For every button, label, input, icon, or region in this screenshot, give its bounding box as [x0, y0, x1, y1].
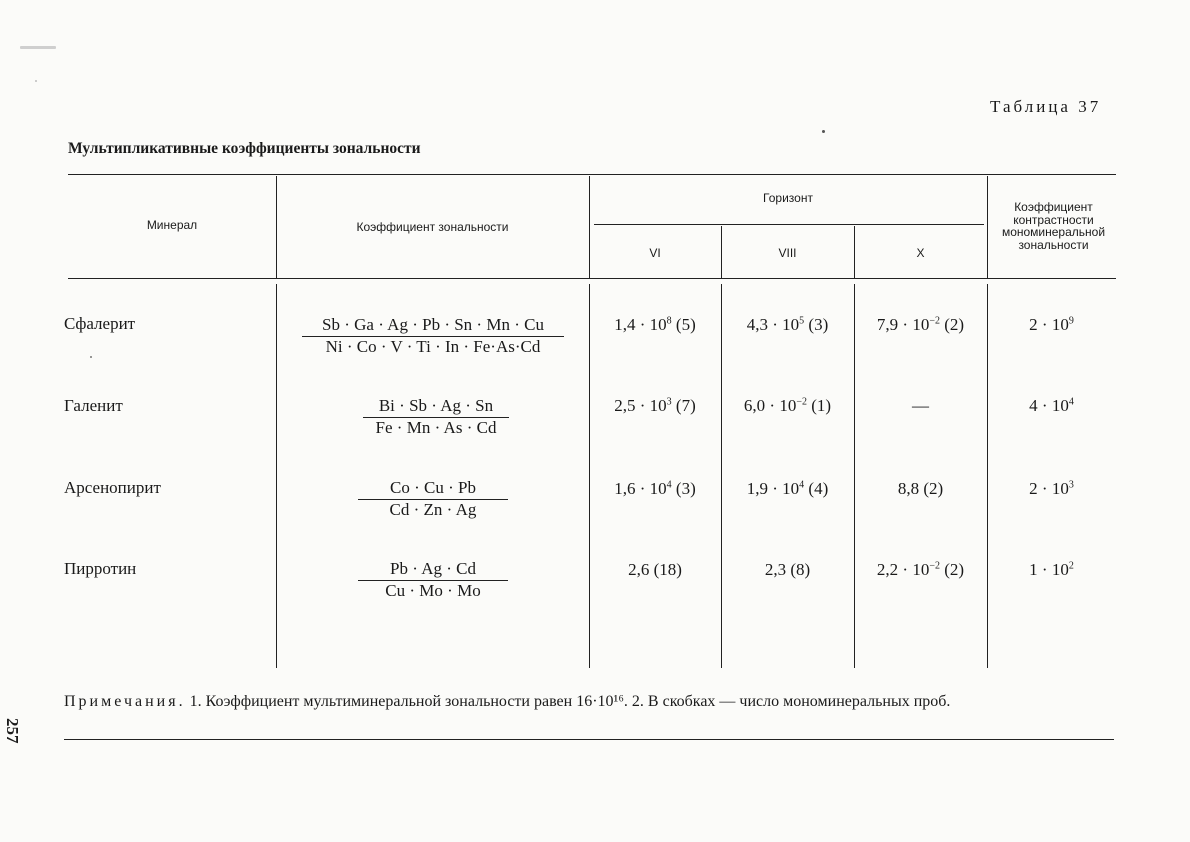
fraction-numerator: Sb · Ga · Ag · Pb · Sn · Mn · Cu — [322, 315, 544, 334]
table-label: Таблица 37 — [990, 97, 1102, 116]
table-title: Мультипликативные коэффициенты зональности — [68, 140, 421, 157]
fraction-denominator: Ni · Co · V · Ti · In · Fe·As·Cd — [325, 337, 541, 356]
column-divider — [721, 284, 722, 668]
value-viii: $6,0 \cdot 10^{-2}$ (1) — [743, 396, 832, 415]
value-viii: $4,3 \cdot 10^5$ (3) — [746, 315, 829, 334]
column-divider — [276, 284, 277, 668]
value-vi: 2,6 (18) — [628, 560, 682, 579]
value-contrast: $2 \cdot 10^3$ — [1029, 479, 1074, 498]
note-text: 1. Коэффициент мультиминеральной зональности равен 16·10¹⁶. 2. В скобках — число мономинеральных проб. — [189, 693, 951, 710]
value-contrast: $4 \cdot 10^4$ — [1029, 396, 1074, 415]
value-vi: $1,6 \cdot 10^4$ (3) — [614, 479, 696, 498]
table-note — [64, 692, 1116, 712]
scan-speck — [822, 130, 825, 133]
value-x: 8,8 (2) — [897, 479, 944, 498]
column-divider — [854, 284, 855, 668]
scan-speck — [90, 356, 92, 358]
coefficient-fraction — [354, 478, 512, 520]
mineral-name: Пирротин — [64, 559, 137, 578]
header-mineral: Минерал — [146, 218, 198, 232]
table-top-rule — [68, 174, 1116, 175]
value-contrast: $1 \cdot 10^2$ — [1029, 560, 1074, 579]
header-horizon-viii: VIII — [778, 246, 797, 260]
value-x: — — [912, 396, 929, 415]
value-x: $7,9 \cdot 10^{-2}$ (2) — [876, 315, 965, 334]
fraction-numerator: Co · Cu · Pb — [390, 478, 476, 497]
value-vi: $2,5 \cdot 10^3$ (7) — [614, 396, 696, 415]
note-lead: Примечания. — [64, 693, 186, 710]
header-contrast: Коэффициент контрастности мономинеральной зональности — [1001, 200, 1106, 252]
column-divider — [987, 284, 988, 668]
value-vi: $1,4 \cdot 10^8$ (5) — [614, 315, 696, 334]
header-bottom-rule — [68, 278, 1116, 279]
scan-speck — [20, 46, 56, 49]
horizon-rule — [594, 224, 984, 225]
mineral-name: Арсенопирит — [64, 478, 161, 497]
fraction-numerator: Bi · Sb · Ag · Sn — [378, 396, 494, 415]
fraction-numerator: Pb · Ag · Cd — [390, 559, 476, 578]
bottom-rule — [64, 739, 1114, 740]
value-viii: $1,9 \cdot 10^4$ (4) — [746, 479, 829, 498]
fraction-denominator: Fe · Mn · As · Cd — [375, 418, 497, 437]
header-horizon: Горизонт — [763, 191, 813, 205]
coefficient-fraction — [296, 315, 570, 357]
coefficient-fraction — [346, 396, 526, 438]
mineral-name: Галенит — [64, 396, 123, 415]
page-number: 257 — [3, 718, 22, 744]
value-x: $2,2 \cdot 10^{-2}$ (2) — [876, 560, 965, 579]
value-viii: 2,3 (8) — [764, 560, 811, 579]
mineral-name: Сфалерит — [64, 314, 136, 333]
header-coefficient: Коэффициент зональности — [356, 220, 509, 234]
column-divider — [589, 284, 590, 668]
header-horizon-vi: VI — [649, 246, 661, 260]
fraction-denominator: Cu · Mo · Mo — [385, 581, 481, 600]
coefficient-fraction — [354, 559, 512, 601]
fraction-denominator: Cd · Zn · Ag — [389, 500, 477, 519]
scan-speck — [35, 80, 37, 82]
value-contrast: $2 \cdot 10^9$ — [1029, 315, 1074, 334]
header-horizon-x: X — [916, 246, 925, 260]
